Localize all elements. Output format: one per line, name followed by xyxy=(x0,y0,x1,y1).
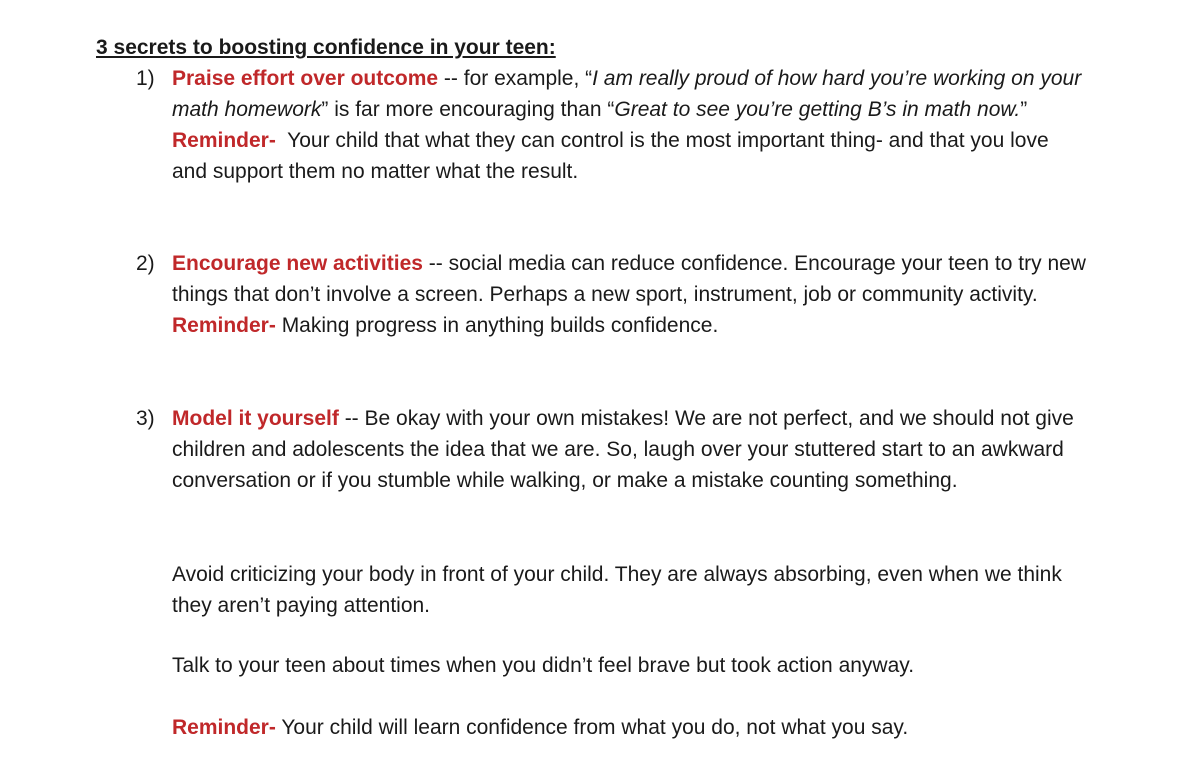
item-text: ” is far more encouraging than “ xyxy=(321,98,615,121)
list-item-body xyxy=(172,403,1087,496)
item-paragraph xyxy=(172,63,1087,125)
reminder xyxy=(172,310,1087,341)
item-paragraph xyxy=(172,403,1087,496)
item-paragraph: Avoid criticizing your body in front of your child. They are always absorbing, even when we think they aren’t paying attention. xyxy=(172,563,1062,617)
item-separator: -- xyxy=(438,67,464,90)
list-item-body xyxy=(172,248,1087,341)
reminder xyxy=(172,712,1087,743)
reminder-label: Reminder- xyxy=(172,129,276,152)
item-paragraph xyxy=(172,248,1087,310)
list-item-body xyxy=(172,63,1087,187)
item-text: Be okay with your own mistakes! We are not perfect, and we should not give children and adolescents the idea that we are. So, laugh over your stuttered start to an awkward conversation or if you stumble while walking, or make a mistake counting something. xyxy=(172,407,1074,492)
reminder-label: Reminder- xyxy=(172,314,276,337)
quote-text: I am really proud of how hard you’re working on your math homework xyxy=(172,67,1082,121)
reminder xyxy=(172,125,1087,187)
item-text: for example, “ xyxy=(463,67,593,90)
list-number: 1) xyxy=(136,67,155,90)
quote-text: Great to see you’re getting B’s in math now. xyxy=(614,98,1021,121)
document-heading: 3 secrets to boosting confidence in your teen: xyxy=(96,36,556,59)
item-title: Encourage new activities xyxy=(172,252,423,275)
reminder-text: Making progress in anything builds confidence. xyxy=(275,314,719,337)
list-number: 2) xyxy=(136,252,155,275)
item-title: Model it yourself xyxy=(172,407,339,430)
item-paragraph: Talk to your teen about times when you didn’t feel brave but took action anyway. xyxy=(172,654,915,677)
item-text: social media can reduce confidence. Encourage your teen to try new things that don’t involve a screen. Perhaps a new sport, instrument, job or community activity. xyxy=(172,252,1086,306)
item-title: Praise effort over outcome xyxy=(172,67,439,90)
item-separator: -- xyxy=(422,252,449,275)
reminder-text: Your child will learn confidence from what you do, not what you say. xyxy=(275,716,909,739)
reminder-text: Your child that what they can control is the most important thing- and that you love and support them no matter what the result. xyxy=(172,129,1055,183)
item-text: ” xyxy=(1020,98,1028,121)
list-number: 3) xyxy=(136,407,155,430)
item-separator: -- xyxy=(338,407,365,430)
reminder-label: Reminder- xyxy=(172,716,276,739)
